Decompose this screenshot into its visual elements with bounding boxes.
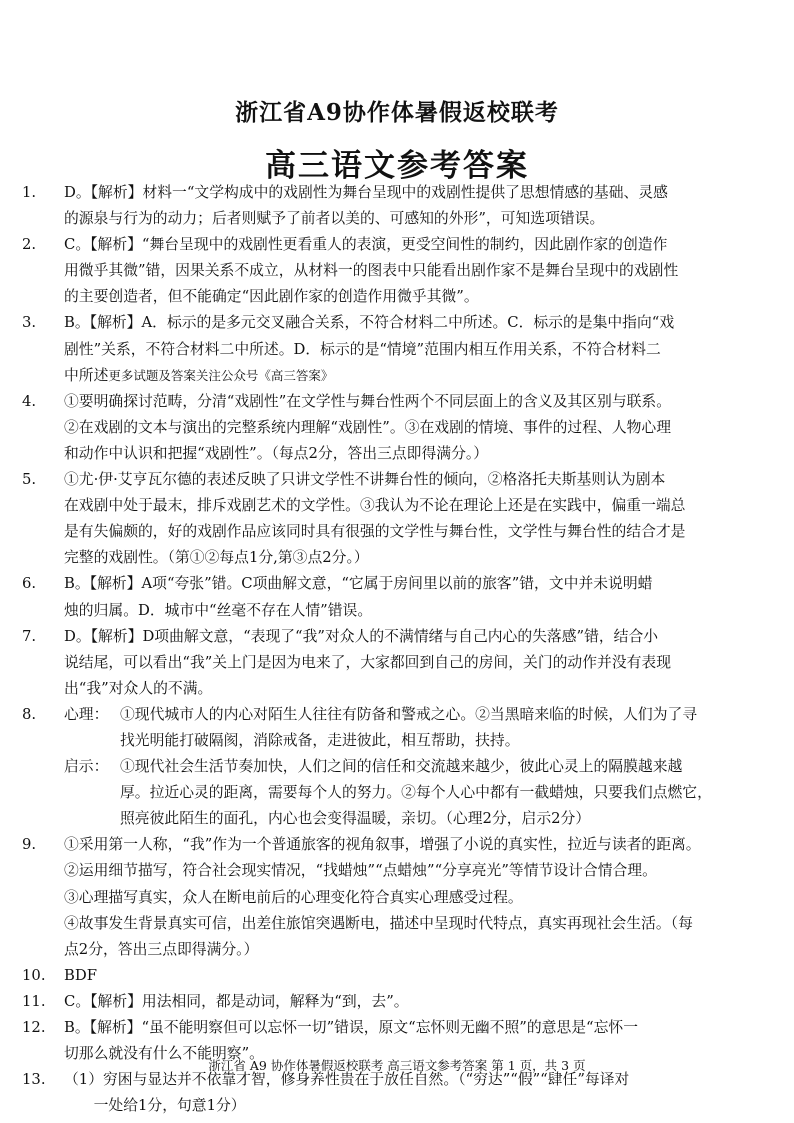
answer-line: 说结尾，可以看出“我”关上门是因为电来了，大家都回到自己的房间，关门的动作并没有表现	[64, 653, 672, 671]
answer-number: 2.	[22, 236, 37, 254]
subsection-body	[120, 754, 778, 832]
answer-item	[22, 832, 778, 962]
answer-line: 出“我”对众人的不满。	[64, 679, 213, 697]
answer-line: ③心理描写真实，众人在断电前后的心理变化符合真实心理感受过程。	[64, 888, 523, 906]
answer-key-title: 高三语文参考答案	[265, 148, 529, 184]
answer-line: B。【解析】“虽不能明察但可以忘怀一切”错误，原文“忘怀则无幽不照”的意思是“忘怀一	[64, 1019, 638, 1036]
answer-line: 照亮彼此陌生的面孔，内心也会变得温暖，亲切。（心理2分，启示2分）	[120, 810, 591, 828]
answer-body	[64, 571, 778, 623]
answer-number: 12.	[22, 1019, 46, 1036]
answer-line: B。【解析】A项“夸张”错。C项曲解文意，“它属于房间里以前的旅客”错，文中并未说明蜡	[64, 575, 653, 593]
answer-line: 在戏剧中处于最末，排斥戏剧艺术的文学性。③我认为不论在理论上还是在实践中，偏重一端总	[64, 497, 686, 515]
answer-number: 1.	[22, 184, 37, 201]
answer-line: ④故事发生背景真实可信，出差住旅馆突遇断电，描述中呈现时代特点，真实再现社会生活。（每	[64, 914, 693, 932]
answer-line: 是有失偏颇的，好的戏剧作品应该同时具有很强的文学性与舞台性，文学性与舞台性的结合才是	[64, 523, 686, 541]
watermark-note: 更多试题及答案关注公众号《高三答案》	[108, 367, 334, 383]
answer-body	[64, 963, 778, 989]
answer-line: 一处给1分，句意1分）	[64, 1097, 246, 1115]
answer-item	[22, 1067, 778, 1119]
answer-line: ②运用细节描写，符合社会现实情况，“找蜡烛”“点蜡烛”“分享亮光”等情节设计合情合理。	[64, 862, 657, 880]
answer-line: 的主要创造者，但不能确定“因此剧作家的创造作用微乎其微”。	[64, 288, 479, 306]
answer-body	[64, 1067, 778, 1119]
answer-subsection	[64, 754, 778, 832]
answer-number: 6.	[22, 575, 37, 593]
answer-list	[22, 180, 778, 1119]
answer-body	[64, 624, 778, 702]
answer-item	[22, 389, 778, 467]
answer-line: BDF	[64, 966, 98, 984]
answer-line: 的源泉与行为的动力；后者则赋予了前者以美的、可感知的外形”，可知选项错误。	[64, 210, 605, 228]
answer-line: B。【解析】A．标示的是多元交叉融合关系，不符合材料二中所述。C．标示的是集中指向“戏	[64, 314, 675, 332]
answer-line: D。【解析】材料一“文学构成中的戏剧性为舞台呈现中的戏剧性提供了思想情感的基础、灵感	[64, 184, 668, 201]
answer-body	[64, 310, 778, 388]
answer-number: 3.	[22, 314, 37, 332]
answer-body	[64, 832, 778, 962]
page-footer: 浙江省 A9 协作体暑假返校联考 高三语文参考答案 第 1 页，共 3 页	[208, 1058, 586, 1073]
answer-line: C。【解析】“舞台呈现中的戏剧性更看重人的表演，更受空间性的制约，因此剧作家的创造作	[64, 236, 668, 254]
answer-body	[64, 232, 778, 310]
answer-line: 剧性”关系，不符合材料二中所述。D．标示的是“情境”范围内相互作用关系，不符合材料二	[64, 340, 661, 358]
answer-line: 找光明能打破隔阂，消除戒备，走进彼此，相互帮助，扶持。	[120, 731, 520, 749]
answer-number: 4.	[22, 392, 37, 410]
answer-line: 用微乎其微”错，因果关系不成立，从材料一的图表中只能看出剧作家不是舞台呈现中的戏剧性	[64, 262, 679, 280]
answer-line: ①现代社会生活节奏加快，人们之间的信任和交流越来越少，彼此心灵上的隔膜越来越	[120, 758, 683, 776]
answer-body	[64, 702, 778, 832]
answer-item	[22, 571, 778, 623]
answer-line	[64, 363, 778, 389]
answer-item	[22, 232, 778, 310]
answer-item	[22, 624, 778, 702]
answer-line-text: 中所述	[64, 366, 109, 384]
subsection-label: 心理：	[64, 705, 109, 723]
answer-number: 11.	[22, 992, 46, 1010]
answer-body	[64, 389, 778, 467]
answer-line: 切那么就没有什么不能明察”。	[64, 1045, 264, 1063]
answer-line: 厚。拉近心灵的距离，需要每个人的努力。②每个人心中都有一截蜡烛，只要我们点燃它，	[120, 784, 712, 802]
answer-item	[22, 702, 778, 832]
answer-number: 8.	[22, 705, 37, 723]
answer-line: （1）穷困与显达并不依靠才智，修身养性贵在于放任自然。（“穷达”“假”“肆任”每译对	[64, 1071, 630, 1089]
answer-line: 和动作中认识和把握“戏剧性”。（每点2分，答出三点即得满分。）	[64, 444, 489, 462]
answer-item	[22, 963, 778, 989]
subsection-label: 启示：	[64, 758, 109, 776]
answer-body	[64, 180, 778, 232]
subsection-body	[120, 702, 778, 754]
answer-line: ①现代城市人的内心对陌生人往往有防备和警戒之心。②当黑暗来临的时候，人们为了寻	[120, 705, 698, 723]
answer-number: 13.	[22, 1071, 46, 1089]
answer-line: ①尤·伊·艾亨瓦尔德的表述反映了只讲文学性不讲舞台性的倾向，②格洛托夫斯基则认为剧本	[64, 471, 666, 489]
answer-line: C。【解析】用法相同，都是动词，解释为“到，去”。	[64, 992, 409, 1010]
answer-item	[22, 310, 778, 388]
answer-line: ①采用第一人称，“我”作为一个普通旅客的视角叙事，增强了小说的真实性，拉近与读者的距离。	[64, 836, 701, 854]
answer-number: 7.	[22, 627, 37, 645]
answer-item	[22, 989, 778, 1015]
answer-body	[64, 989, 778, 1015]
answer-number: 9.	[22, 836, 37, 854]
answer-line: 点2分，答出三点即得满分。）	[64, 940, 259, 958]
answer-subsection	[64, 702, 778, 754]
answer-number: 10.	[22, 966, 46, 984]
exam-title: 浙江省A9协作体暑假返校联考	[235, 99, 559, 126]
answer-line: 烛的归属。D．城市中“丝毫不存在人情”错误。	[64, 601, 373, 619]
answer-item	[22, 467, 778, 571]
answer-item	[22, 180, 778, 232]
answer-line: ①要明确探讨范畴，分清“戏剧性”在文学性与舞台性两个不同层面上的含义及其区别与联系。	[64, 392, 672, 410]
answer-line: D。【解析】D项曲解文意，“表现了“我”对众人的不满情绪与自己内心的失落感”错，结合小	[64, 627, 659, 645]
answer-line: 完整的戏剧性。（第①②每点1分,第③点2分。）	[64, 549, 369, 567]
answer-body	[64, 467, 778, 571]
answer-number: 5.	[22, 471, 37, 489]
answer-line: ②在戏剧的文本与演出的完整系统内理解“戏剧性”。③在戏剧的情境、事件的过程、人物心理	[64, 418, 672, 436]
